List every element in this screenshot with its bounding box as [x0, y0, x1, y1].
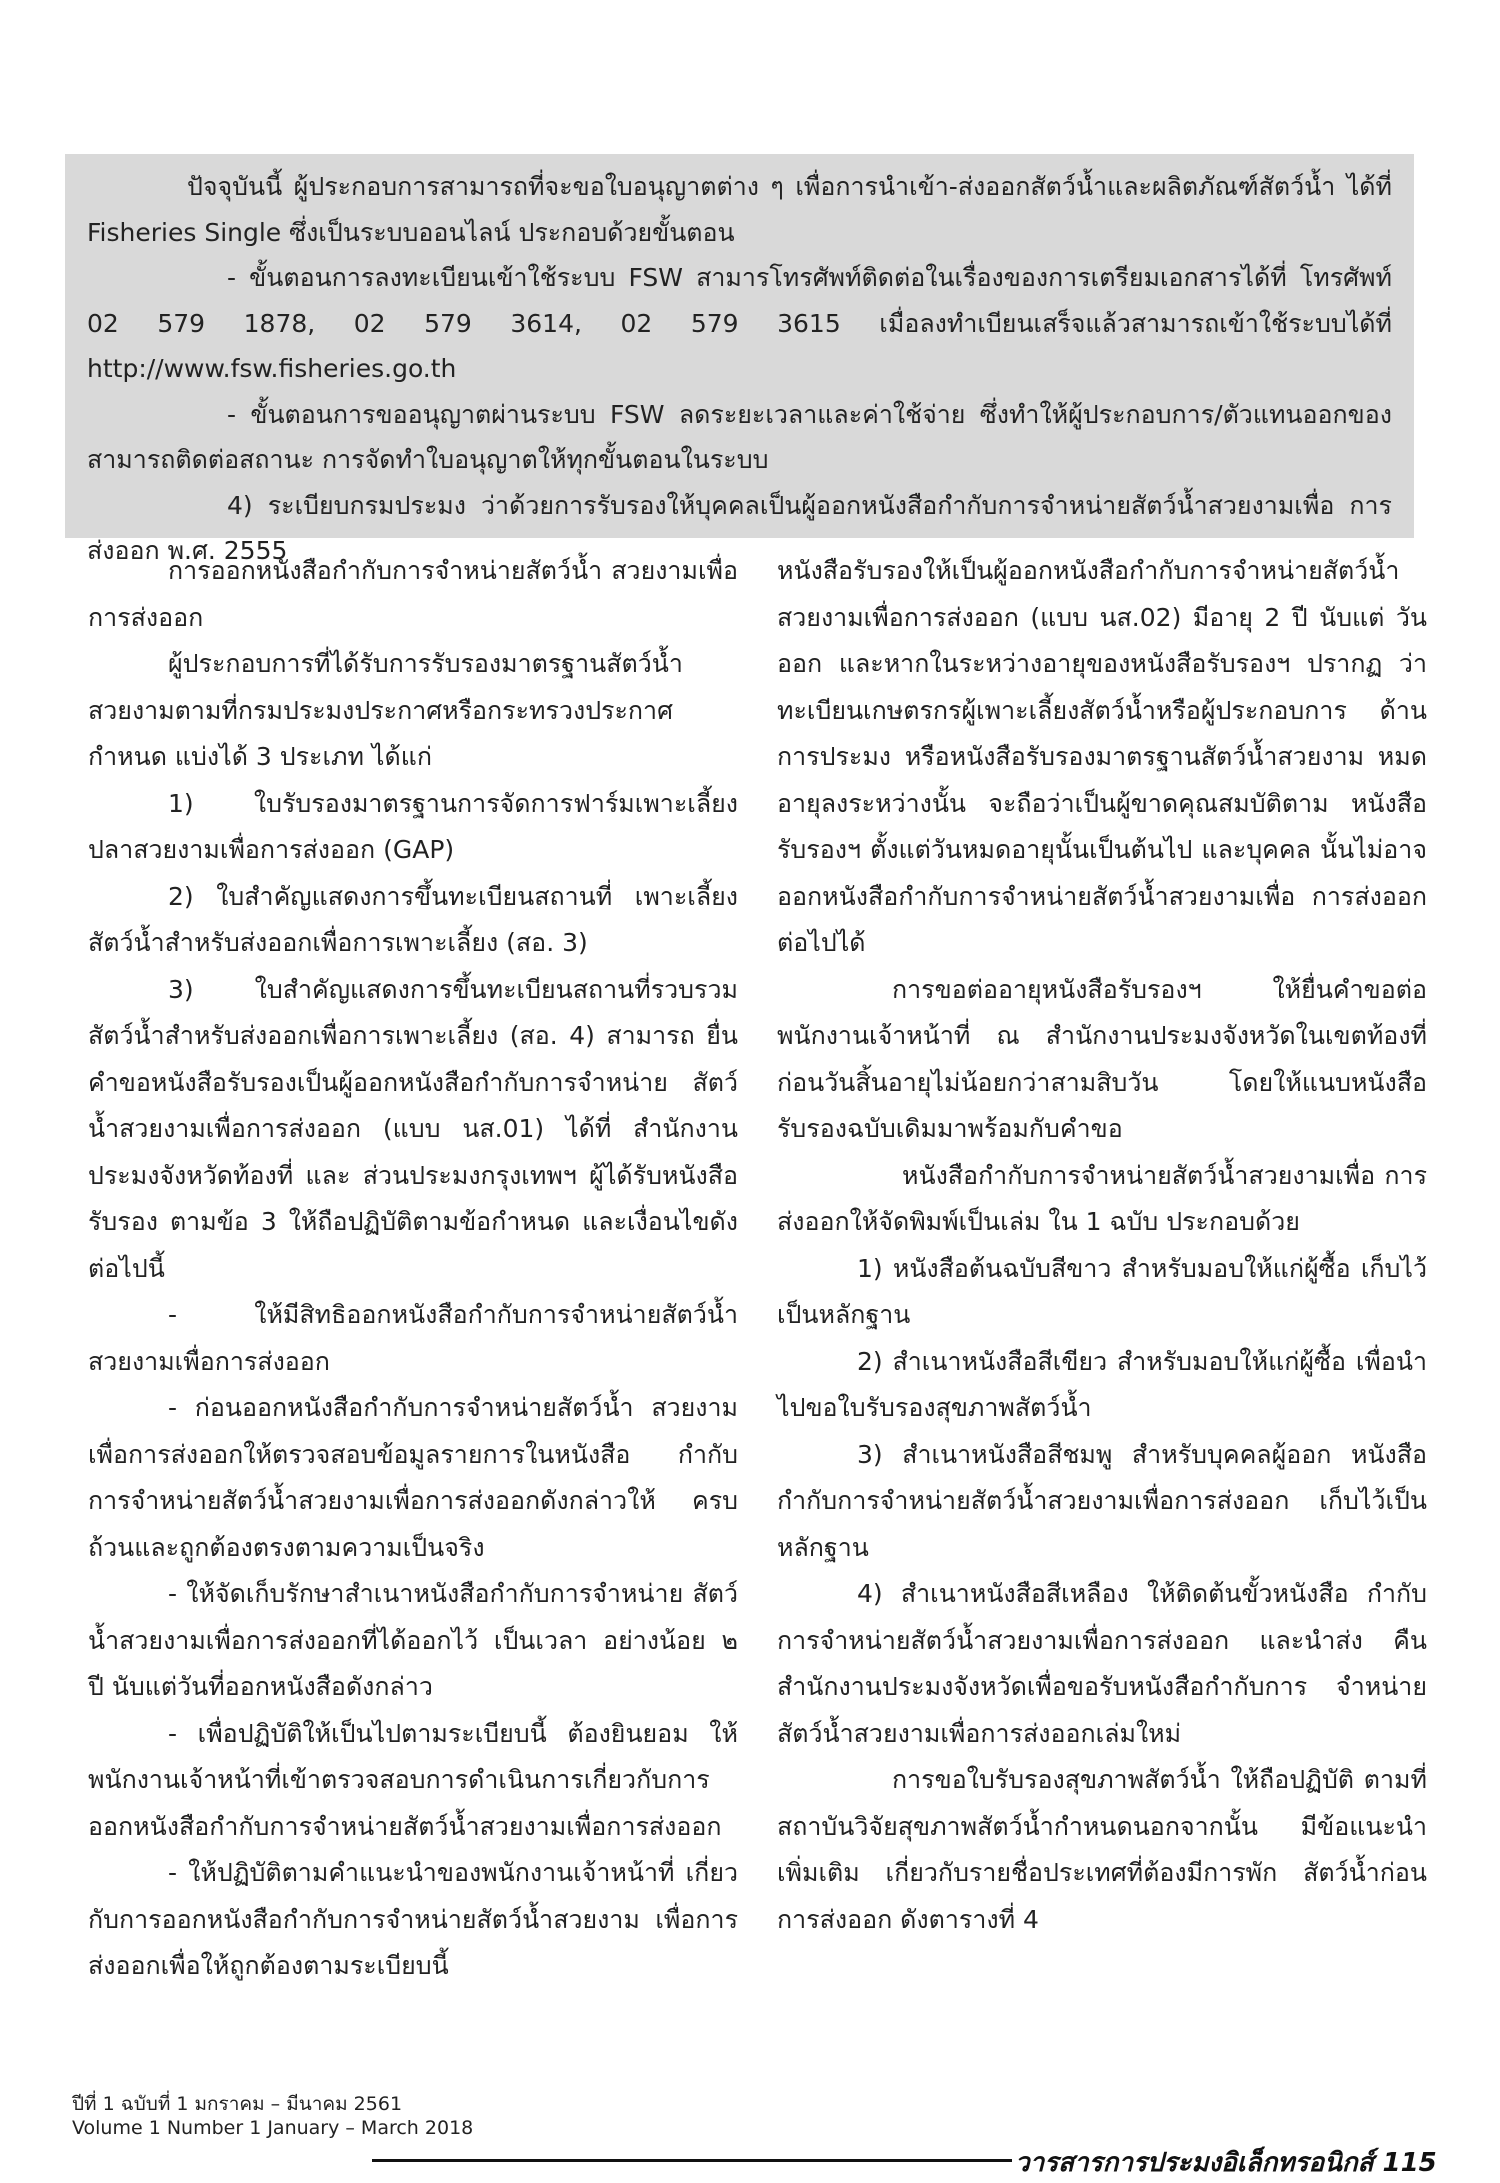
- left-paragraph: - ให้จัดเก็บรักษาสำเนาหนังสือกำกับการจำหน่าย สัตว์น้ำสวยงามเพื่อการส่งออกที่ได้ออกไว้ เป็นเวลา อย่างน้อย ๒ ปี นับแต่วันที่ออกหนังสือดังกล่าว: [88, 1579, 738, 1701]
- right-paragraph: การขอต่ออายุหนังสือรับรองฯ ให้ยื่นคำขอต่อ พนักงานเจ้าหน้าที่ ณ สำนักงานประมงจังหวัดในเขตท้องที่ ก่อนวันสิ้นอายุไม่น้อยกว่าสามสิบวัน โดยให้แนบหนังสือ รับรองฉบับเดิมมาพร้อมกับคำขอ: [777, 974, 1427, 1143]
- footer-issue-thai: ปีที่ 1 ฉบับที่ 1 มกราคม – มีนาคม 2561: [72, 2093, 403, 2115]
- right-paragraph: 3) สำเนาหนังสือสีชมพู สำหรับบุคคลผู้ออก หนังสือกำกับการจำหน่ายสัตว์น้ำสวยงามเพื่อการส่งออก เก็บไว้เป็นหลักฐาน: [777, 1439, 1427, 1562]
- right-paragraph: 2) สำเนาหนังสือสีเขียว สำหรับมอบให้แก่ผู้ซื้อ เพื่อนำไปขอใบรับรองสุขภาพสัตว์น้ำ: [777, 1346, 1427, 1422]
- footer-journal-page: วารสารการประมงอิเล็กทรอนิกส์ 115: [1015, 2148, 1437, 2178]
- left-paragraph: ผู้ประกอบการที่ได้รับการรับรองมาตรฐานสัตว์น้ำ สวยงามตามที่กรมประมงประกาศหรือกระทรวงประกาศ กำหนด แบ่งได้ 3 ประเภท ได้แก่: [88, 649, 683, 771]
- left-paragraph: การออกหนังสือกำกับการจำหน่ายสัตว์น้ำ สวยงามเพื่อการส่งออก: [88, 556, 738, 632]
- left-paragraph: 2) ใบสำคัญแสดงการขึ้นทะเบียนสถานที่ เพาะเลี้ยงสัตว์น้ำสำหรับส่งออกเพื่อการเพาะเลี้ยง (สอ. 3): [88, 881, 738, 957]
- left-paragraph: 3) ใบสำคัญแสดงการขึ้นทะเบียนสถานที่รวบรวม สัตว์น้ำสำหรับส่งออกเพื่อการเพาะเลี้ยง (สอ. 4) สามารถ ยื่นคำขอหนังสือรับรองเป็นผู้ออกหนังสือกำกับการจำหน่าย สัตว์น้ำสวยงามเพื่อการส่งออก (แบบ นส.01) ได้ที่ สำนักงานประมงจังหวัดท้องที่ และ ส่วนประมงกรุงเทพฯ ผู้ได้รับหนังสือรับรอง ตามข้อ 3 ให้ถือปฏิบัติตามข้อกำหนด และเงื่อนไขดังต่อไปนี้: [88, 974, 738, 1283]
- left-paragraph: 1) ใบรับรองมาตรฐานการจัดการฟาร์มเพาะเลี้ยง ปลาสวยงามเพื่อการส่งออก (GAP): [88, 788, 738, 864]
- box-paragraph-3: - ขั้นตอนการขออนุญาตผ่านระบบ FSW ลดระยะเวลาและค่าใช้จ่าย ซึ่งทำให้ผู้ประกอบการ/ตัวแทนออกของ สามารถติดต่อสถานะ การจัดทำใบอนุญาตให้ทุกขั้นตอนในระบบ: [87, 399, 1392, 474]
- box-paragraph-1: ปัจจุบันนี้ ผู้ประกอบการสามารถที่จะขอใบอนุญาตต่าง ๆ เพื่อการนำเข้า-ส่งออกสัตว์น้ำและผลิตภัณฑ์สัตว์น้ำ ได้ที่ Fisheries Single ซึ่งเป็นระบบออนไลน์ ประกอบด้วยขั้นตอน: [87, 172, 1392, 247]
- left-paragraph: - ให้ปฏิบัติตามคำแนะนำของพนักงานเจ้าหน้าที่ เกี่ยวกับการออกหนังสือกำกับการจำหน่ายสัตว์น้ำสวยงาม เพื่อการส่งออกเพื่อให้ถูกต้องตามระเบียบนี้: [88, 1858, 738, 1980]
- highlight-box: [65, 154, 1414, 565]
- footer-divider: [372, 2159, 1012, 2162]
- right-column: [777, 548, 1427, 1943]
- box-paragraph-2: - ขั้นตอนการลงทะเบียนเข้าใช้ระบบ FSW สามารโทรศัพท์ติดต่อในเรื่องของการเตรียมเอกสารได้ที่ โทรศัพท์ 02 579 1878, 02 579 3614, 02 579 3615 เมื่อลงทำเบียนเสร็จแล้วสามารถเข้าใช้ระบบได้ที่ http://www.fsw.fisheries.go.th: [87, 263, 1392, 383]
- left-paragraph: - ก่อนออกหนังสือกำกับการจำหน่ายสัตว์น้ำ สวยงามเพื่อการส่งออกให้ตรวจสอบข้อมูลรายการในหนังสือ กำกับการจำหน่ายสัตว์น้ำสวยงามเพื่อการส่งออกดังกล่าวให้ ครบถ้วนและถูกต้องตรงตามความเป็นจริง: [88, 1393, 738, 1562]
- right-paragraph: หนังสือกำกับการจำหน่ายสัตว์น้ำสวยงามเพื่อ การส่งออกให้จัดพิมพ์เป็นเล่ม ใน 1 ฉบับ ประกอบด้วย: [777, 1160, 1427, 1236]
- footer-issue-english: Volume 1 Number 1 January – March 2018: [72, 2117, 474, 2139]
- left-paragraph: - ให้มีสิทธิออกหนังสือกำกับการจำหน่ายสัตว์น้ำ สวยงามเพื่อการส่งออก: [88, 1300, 738, 1376]
- right-paragraph: 1) หนังสือต้นฉบับสีขาว สำหรับมอบให้แก่ผู้ซื้อ เก็บไว้เป็นหลักฐาน: [777, 1253, 1427, 1329]
- left-column: [88, 548, 738, 1990]
- right-paragraph: หนังสือรับรองให้เป็นผู้ออกหนังสือกำกับการจำหน่ายสัตว์น้ำ สวยงามเพื่อการส่งออก (แบบ นส.02) มีอายุ 2 ปี นับแต่ วันออก และหากในระหว่างอายุของหนังสือรับรองฯ ปรากฏ ว่า ทะเบียนเกษตรกรผู้เพาะเลี้ยงสัตว์น้ำหรือผู้ประกอบการ ด้านการประมง หรือหนังสือรับรองมาตรฐานสัตว์น้ำสวยงาม หมดอายุลงระหว่างนั้น จะถือว่าเป็นผู้ขาดคุณสมบัติตาม หนังสือรับรองฯ ตั้งแต่วันหมดอายุนั้นเป็นต้นไป และบุคคล นั้นไม่อาจออกหนังสือกำกับการจำหน่ายสัตว์น้ำสวยงามเพื่อ การส่งออกต่อไปได้: [777, 556, 1427, 957]
- right-paragraph: 4) สำเนาหนังสือสีเหลือง ให้ติดต้นขั้วหนังสือ กำกับการจำหน่ายสัตว์น้ำสวยงามเพื่อการส่งออก และนำส่ง คืนสำนักงานประมงจังหวัดเพื่อขอรับหนังสือกำกับการ จำหน่ายสัตว์น้ำสวยงามเพื่อการส่งออกเล่มใหม่: [777, 1579, 1427, 1748]
- box-paragraph-4: 4) ระเบียบกรมประมง ว่าด้วยการรับรองให้บุคคลเป็นผู้ออกหนังสือกำกับการจำหน่ายสัตว์น้ำสวยงามเพื่อ การส่งออก พ.ศ. 2555: [87, 490, 1392, 565]
- left-paragraph: - เพื่อปฏิบัติให้เป็นไปตามระเบียบนี้ ต้องยินยอม ให้พนักงานเจ้าหน้าที่เข้าตรวจสอบการดำเนินการเกี่ยวกับการ ออกหนังสือกำกับการจำหน่ายสัตว์น้ำสวยงามเพื่อการส่งออก: [88, 1718, 738, 1841]
- footer-issue: [72, 2092, 473, 2140]
- right-paragraph: การขอใบรับรองสุขภาพสัตว์น้ำ ให้ถือปฏิบัติ ตามที่สถาบันวิจัยสุขภาพสัตว์น้ำกำหนดนอกจากนั้น มีข้อแนะนำเพิ่มเติม เกี่ยวกับรายชื่อประเทศที่ต้องมีการพัก สัตว์น้ำก่อนการส่งออก ดังตารางที่ 4: [777, 1765, 1427, 1934]
